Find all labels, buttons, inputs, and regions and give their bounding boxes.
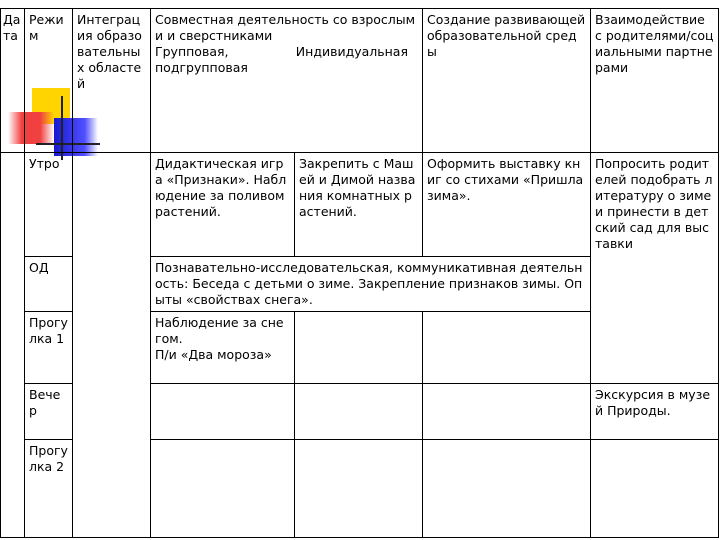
walk1-game: П/и «Два мороза» <box>155 347 272 362</box>
morning-individual-activity: Закрепить с Машей и Димой названия комнатных растений. <box>295 153 423 257</box>
walk1-observation: Наблюдение за снегом. <box>155 315 284 346</box>
evening-individual-activity <box>295 384 423 440</box>
header-individual-label: Индивидуальная <box>295 44 408 59</box>
daily-plan-table <box>0 8 719 538</box>
morning-regime: Утро <box>25 153 73 257</box>
walk2-parents <box>591 440 719 538</box>
header-group-label: Групповая, <box>155 44 229 59</box>
header-date: Дата <box>1 9 25 153</box>
walk1-individual-activity <box>295 312 423 384</box>
walk2-group-activity <box>151 440 295 538</box>
header-parents: Взаимодействие с родителями/социальными партнерами <box>591 9 719 153</box>
od-activity: Познавательно-исследовательская, коммуникативная деятельность: Беседа с детьми о зиме. Закрепление признаков зимы. Опыты «свойствах снега». <box>151 257 591 312</box>
morning-row <box>1 153 719 257</box>
evening-regime: Вечер <box>25 384 73 440</box>
header-environment: Создание развивающей образовательной среды <box>423 9 591 153</box>
evening-group-activity <box>151 384 295 440</box>
header-row <box>1 9 719 153</box>
header-regime: Режим <box>25 9 73 153</box>
evening-parents: Экскурсия в музей Природы. <box>591 384 719 440</box>
walk2-individual-activity <box>295 440 423 538</box>
morning-group-activity: Дидактическая игра «Признаки». Наблюдение за поливом растений. <box>151 153 295 257</box>
integration-cell <box>73 153 151 538</box>
morning-environment: Оформить выставку книг со стихами «Пришла зима». <box>423 153 591 257</box>
header-joint-activity-title: Совместная деятельность со взрослыми и сверстниками <box>155 12 416 43</box>
evening-environment <box>423 384 591 440</box>
walk1-environment <box>423 312 591 384</box>
header-subgroup-label: подгрупповая <box>155 60 248 75</box>
header-joint-activity <box>151 9 423 153</box>
walk2-environment <box>423 440 591 538</box>
walk1-group-activity <box>151 312 295 384</box>
header-joint-activity-forms <box>155 44 418 60</box>
date-cell <box>1 153 25 538</box>
walk1-regime: Прогулка 1 <box>25 312 73 384</box>
walk2-regime: Прогулка 2 <box>25 440 73 538</box>
morning-parents: Попросить родителей подобрать литературу о зиме и принести в детский сад для выставки <box>591 153 719 384</box>
od-regime: ОД <box>25 257 73 312</box>
header-integration: Интеграция образовательных областей <box>73 9 151 153</box>
